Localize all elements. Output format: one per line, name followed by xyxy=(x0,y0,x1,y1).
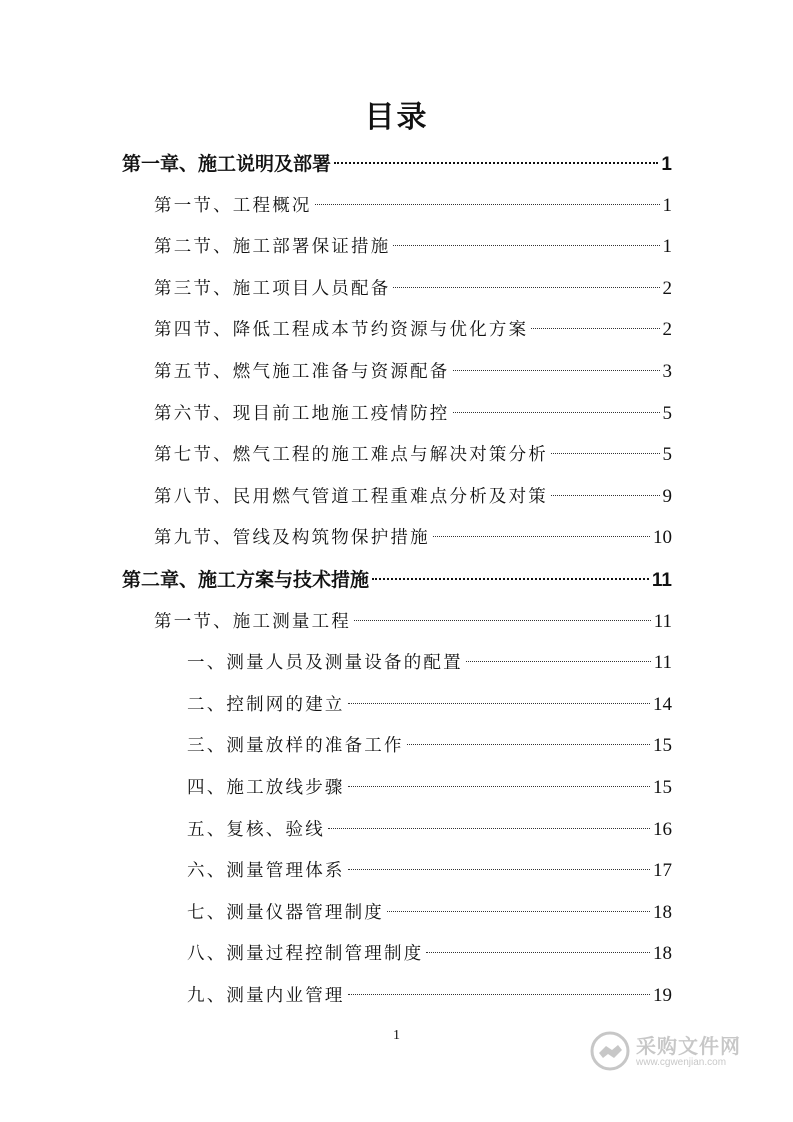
toc-entry-label: 第七节、燃气工程的施工难点与解决对策分析 xyxy=(154,445,548,466)
toc-entry-section[interactable] xyxy=(154,522,672,554)
toc-entry-section[interactable] xyxy=(154,190,672,222)
toc-entry-page: 10 xyxy=(653,527,672,549)
page-number: 1 xyxy=(393,1028,400,1043)
toc-entry-subsection[interactable] xyxy=(187,897,672,929)
dot-leader xyxy=(334,162,658,164)
toc-entry-page: 1 xyxy=(662,236,672,258)
dot-leader xyxy=(551,453,660,454)
toc-entry-page: 18 xyxy=(653,901,672,923)
toc-entry-section[interactable] xyxy=(154,398,672,430)
toc-entry-label: 第一章、施工说明及部署 xyxy=(122,153,332,175)
toc-entry-page: 3 xyxy=(662,361,672,382)
toc-entry-label: 第一节、施工测量工程 xyxy=(154,611,351,632)
toc-entry-label: 第六节、现目前工地施工疫情防控 xyxy=(154,403,450,424)
toc-entry-page: 17 xyxy=(653,860,672,882)
toc-entry-page: 19 xyxy=(653,985,672,1006)
watermark-name: 采购文件网 xyxy=(636,1033,741,1058)
toc-entry-section[interactable] xyxy=(154,273,672,305)
toc-entry-subsection[interactable] xyxy=(187,689,672,721)
toc-entry-label: 九、测量内业管理 xyxy=(187,986,345,1006)
dot-leader xyxy=(393,245,659,246)
toc-entry-page: 9 xyxy=(662,485,672,507)
toc-entry-label: 第一节、工程概况 xyxy=(154,195,312,216)
toc-entry-subsection[interactable] xyxy=(187,980,672,1012)
dot-leader xyxy=(328,828,650,829)
dot-leader xyxy=(348,786,650,787)
dot-leader xyxy=(453,412,660,413)
toc-entry-label: 第三节、施工项目人员配备 xyxy=(154,278,391,299)
watermark-url: www.cgwenjian.com xyxy=(636,1056,727,1068)
toc-entry-page: 2 xyxy=(662,319,672,341)
toc-entry-section[interactable] xyxy=(154,481,672,513)
dot-leader xyxy=(453,370,660,371)
handshake-logo-icon xyxy=(590,1031,630,1071)
dot-leader xyxy=(426,952,650,953)
toc-entry-label: 八、测量过程控制管理制度 xyxy=(187,944,424,965)
toc-entry-page: 11 xyxy=(651,570,672,591)
toc-entry-page: 1 xyxy=(662,194,672,216)
toc-entry-label: 第九节、管线及构筑物保护措施 xyxy=(154,528,430,549)
toc-entry-section[interactable] xyxy=(154,606,672,638)
toc-entry-page: 18 xyxy=(653,943,672,965)
toc-entry-subsection[interactable] xyxy=(187,730,672,762)
dot-leader xyxy=(466,661,651,662)
dot-leader xyxy=(348,869,650,870)
dot-leader xyxy=(433,536,650,537)
toc-entry-section[interactable] xyxy=(154,356,672,388)
toc-entry-chapter[interactable] xyxy=(122,564,672,596)
watermark xyxy=(590,1026,770,1076)
toc-entry-label: 四、施工放线步骤 xyxy=(187,778,345,798)
toc-entry-section[interactable] xyxy=(154,439,672,471)
dot-leader xyxy=(354,620,651,621)
toc-entry-page: 15 xyxy=(653,777,672,798)
dot-leader xyxy=(315,204,660,205)
toc-entry-label: 第四节、降低工程成本节约资源与优化方案 xyxy=(154,320,529,341)
toc-entry-label: 第八节、民用燃气管道工程重难点分析及对策 xyxy=(154,486,548,507)
toc-entry-label: 三、测量放样的准备工作 xyxy=(187,736,404,757)
toc-entry-label: 第五节、燃气施工准备与资源配备 xyxy=(154,362,450,382)
toc-entry-subsection[interactable] xyxy=(187,647,672,679)
toc-entry-page: 5 xyxy=(662,402,672,424)
toc-entry-label: 五、复核、验线 xyxy=(187,819,325,840)
dot-leader xyxy=(348,994,650,995)
dot-leader xyxy=(551,495,660,496)
toc-entry-subsection[interactable] xyxy=(187,772,672,804)
dot-leader xyxy=(372,578,649,580)
toc-entry-section[interactable] xyxy=(154,314,672,346)
toc-entry-subsection[interactable] xyxy=(187,814,672,846)
toc-entry-label: 一、测量人员及测量设备的配置 xyxy=(187,653,463,674)
toc-entry-page: 5 xyxy=(662,444,672,466)
toc-entry-page: 11 xyxy=(653,652,672,674)
toc-entry-subsection[interactable] xyxy=(187,938,672,970)
toc-entry-page: 14 xyxy=(653,693,672,715)
toc-entry-label: 七、测量仪器管理制度 xyxy=(187,902,384,923)
toc-entry-section[interactable] xyxy=(154,231,672,263)
dot-leader xyxy=(387,911,650,912)
toc-entry-page: 15 xyxy=(653,735,672,757)
toc-entry-subsection[interactable] xyxy=(187,855,672,887)
toc-entry-page: 16 xyxy=(653,818,672,840)
dot-leader xyxy=(531,328,659,329)
toc-entry-page: 2 xyxy=(662,277,672,299)
toc-entry-page: 1 xyxy=(661,154,672,175)
dot-leader xyxy=(393,287,659,288)
page-title: 目录 xyxy=(364,100,429,135)
toc-entry-label: 二、控制网的建立 xyxy=(187,694,345,715)
toc-entry-label: 第二章、施工方案与技术措施 xyxy=(122,569,370,591)
toc-entry-label: 六、测量管理体系 xyxy=(187,861,345,882)
toc-entry-chapter[interactable] xyxy=(122,148,672,180)
dot-leader xyxy=(407,744,650,745)
dot-leader xyxy=(348,703,650,704)
toc-entry-label: 第二节、施工部署保证措施 xyxy=(154,237,391,258)
toc-entry-page: 11 xyxy=(653,610,672,632)
